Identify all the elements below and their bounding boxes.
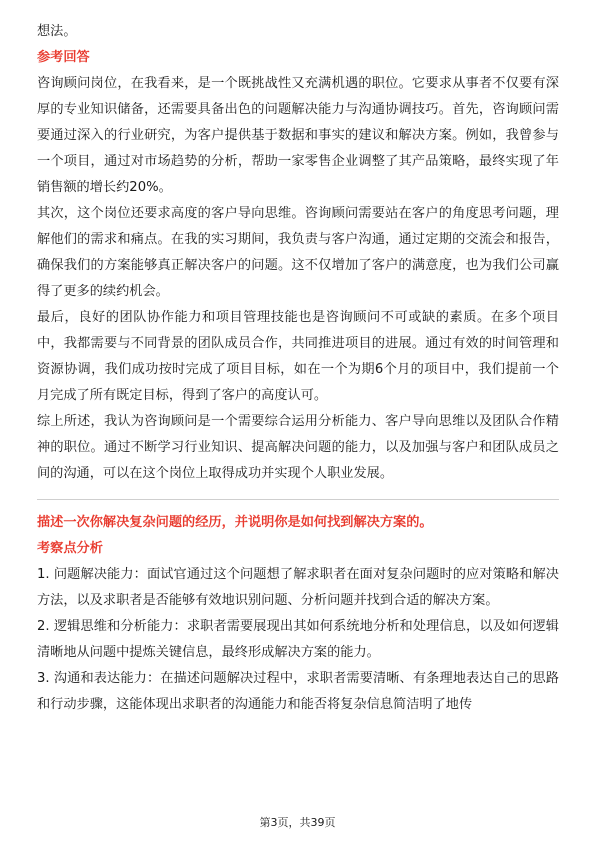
- answer-paragraph-1: 咨询顾问岗位，在我看来，是一个既挑战性又充满机遇的职位。它要求从事者不仅要有深厚的专业知识储备，还需要具备出色的问题解决能力与沟通协调技巧。首先，咨询顾问需要通过深入的行业研究，为客户提供基于数据和事实的建议和解决方案。例如，我曾参与一个项目，通过对市场趋势的分析，帮助一家零售企业调整了其产品策略，最终实现了年销售额的增长约20%。: [37, 76, 559, 195]
- answer-paragraph-2: 其次，这个岗位还要求高度的客户导向思维。咨询顾问需要站在客户的角度思考问题，理解他们的需求和痛点。在我的实习期间，我负责与客户沟通，通过定期的交流会和报告，确保我们的方案能够真正解决客户的问题。这不仅增加了客户的满意度，也为我们公司赢得了更多的续约机会。: [37, 206, 559, 299]
- page-content: [37, 20, 559, 718]
- analysis-item-2: 2. 逻辑思维和分析能力：求职者需要展现出其如何系统地分析和处理信息，以及如何逻辑清晰地从问题中提炼关键信息，最终形成解决方案的能力。: [37, 619, 559, 660]
- interview-question: 描述一次你解决复杂问题的经历，并说明你是如何找到解决方案的。: [37, 515, 433, 530]
- section-divider: [37, 499, 559, 500]
- answer-heading: 参考回答: [37, 50, 90, 65]
- analysis-item-1: 1. 问题解决能力：面试官通过这个问题想了解求职者在面对复杂问题时的应对策略和解决方法，以及求职者是否能够有效地识别问题、分析问题并找到合适的解决方案。: [37, 567, 559, 608]
- analysis-item-3: 3. 沟通和表达能力：在描述问题解决过程中，求职者需要清晰、有条理地表达自己的思路和行动步骤，这能体现出求职者的沟通能力和能否将复杂信息简洁明了地传: [37, 671, 559, 712]
- page-number-footer: 第3页，共39页: [259, 816, 336, 829]
- answer-paragraph-3: 最后，良好的团队协作能力和项目管理技能也是咨询顾问不可或缺的素质。在多个项目中，我都需要与不同背景的团队成员合作，共同推进项目的进展。通过有效的时间管理和资源协调，我们成功按时完成了项目目标，如在一个为期6个月的项目中，我们提前一个月完成了所有既定目标，得到了客户的高度认可。: [37, 310, 559, 403]
- analysis-heading: 考察点分析: [37, 541, 103, 556]
- intro-tail-text: 想法。: [37, 24, 77, 39]
- answer-paragraph-4: 综上所述，我认为咨询顾问是一个需要综合运用分析能力、客户导向思维以及团队合作精神的职位。通过不断学习行业知识、提高解决问题的能力，以及加强与客户和团队成员之间的沟通，可以在这个岗位上取得成功并实现个人职业发展。: [37, 414, 559, 481]
